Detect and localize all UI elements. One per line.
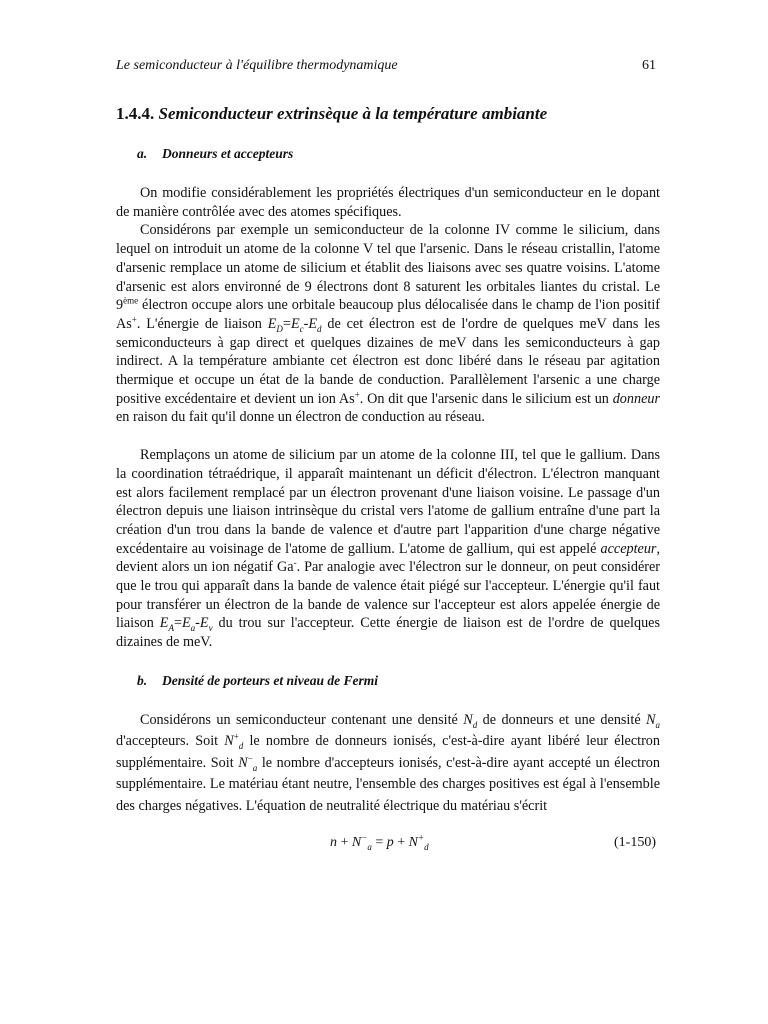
subsection-b-title: Densité de porteurs et niveau de Fermi xyxy=(162,672,378,688)
section-title: Semiconducteur extrinsèque à la température ambiante xyxy=(158,104,548,123)
equation-1-150 xyxy=(116,831,660,857)
term-accepteur: accepteur xyxy=(600,540,657,557)
page-content xyxy=(116,54,660,857)
equation-body: $n + N^-_a = p + N^+_d$ xyxy=(330,832,429,853)
running-title: Le semiconducteur à l'équilibre thermodynamique xyxy=(116,58,398,73)
page-number: 61 xyxy=(642,58,656,73)
paragraph-4: Considérons un semiconducteur contenant une densité $N_d$ de donneurs et une densité $N_a$ d'accepteurs. Soit $N^+_d$ le nombre de donneurs ionisés, c'est-à-dire ayant libéré leur électron supplémentaire. Soit $N^-_a$ le nombre d'accepteurs ionisés, c'est-à-dire ayant accepté un électron supplémentaire. Le matériau étant neutre, l'ensemble des charges positives est égal à l'ensemble des charges négatives. L'équation de neutralité électrique du matériau s'écrit xyxy=(116,711,660,814)
section-heading xyxy=(116,103,660,125)
subsection-a-title: Donneurs et accepteurs xyxy=(162,146,294,161)
paragraph-1: On modifie considérablement les propriétés électriques d'un semiconducteur en le dopant de manière contrôlée avec des atomes spécifiques. xyxy=(116,185,660,220)
running-header xyxy=(116,54,660,76)
paragraph-3: Remplaçons un atome de silicium par un atome de la colonne III, tel que le gallium. Dans la coordination tétraédrique, il apparaît maintenant un déficit d'électron. L'électron manquant est alors facilement remplacé par un électron provenant d'une liaison voisine. Le passage d'un électron depuis une liaison intrinsèque du cristal vers l'atome de gallium entraîne d'une part la création d'un trou dans la bande de valence et d'autre part l'apparition d'une charge négative excédentaire au voisinage de l'atome de gallium. L'atome de gallium, qui est appelé accepteur, devient alors un ion négatif Ga-. Par analogie avec l'électron sur le donneur, on peut considérer que le trou qui apparaît dans la bande de valence était piégé sur l'accepteur. L'énergie qu'il faut pour transférer un électron de la bande de valence sur l'accepteur est alors appelée énergie de liaison $E_A=E_a-E_v$ du trou sur l'accepteur. Cette énergie de liaison est de l'ordre de quelques dizaines de meV. xyxy=(116,447,660,651)
term-donneur: donneur xyxy=(612,390,660,407)
subsection-b-heading xyxy=(116,671,660,691)
paragraph-2: Considérons par exemple un semiconducteur de la colonne IV comme le silicium, dans lequel on introduit un atome de la colonne V tel que l'arsenic. Dans le réseau cristallin, l'atome d'arsenic remplace un atome de silicium et établit des liaisons avec ses quatre voisins. L'atome d'arsenic est alors environné de 9 électrons dont 8 saturent les orbitales liantes du cristal. Le 9ème électron occupe alors une orbitale beaucoup plus délocalisée dans le champ de l'ion positif As+. L'énergie de liaison $E_D=E_c-E_d$ de cet électron est de l'ordre de quelques meV dans les semiconducteurs à gap direct et quelques dizaines de meV dans les semiconducteurs à gap indirect. A la température ambiante cet électron est donc libéré dans le réseau par agitation thermique et occupe un état de la bande de conduction. Parallèlement l'arsenic a une charge positive excédentaire et devient un ion As+. On dit que l'arsenic dans le silicium est un donneur en raison du fait qu'il donne un électron de conduction au réseau. xyxy=(116,222,660,426)
subsection-a-heading xyxy=(116,144,660,164)
subsection-b-letter: b. xyxy=(137,672,148,688)
subsection-a-letter: a. xyxy=(137,146,148,161)
section-number: 1.4.4. xyxy=(116,104,155,123)
equation-number: (1-150) xyxy=(614,835,656,851)
